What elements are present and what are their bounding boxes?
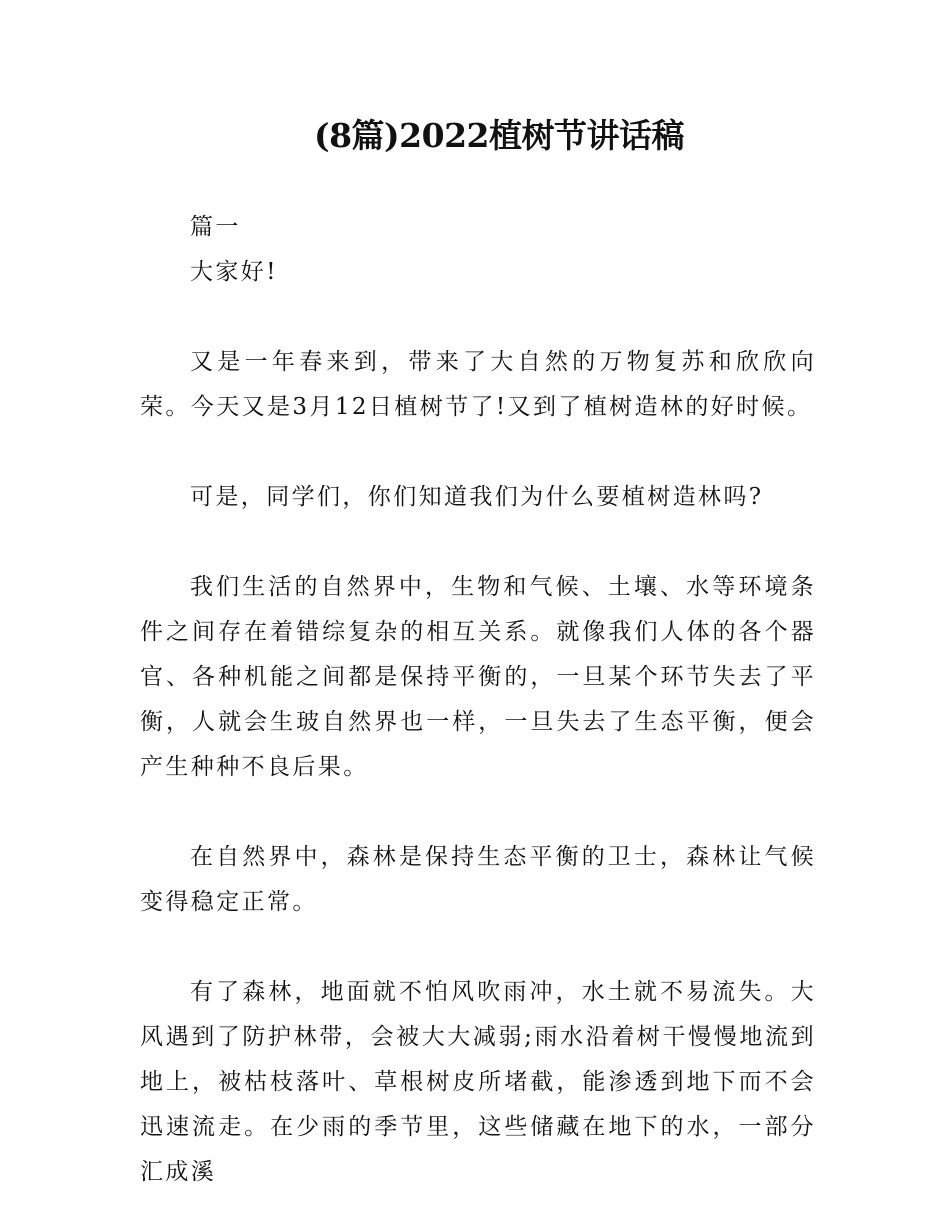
paragraph-gap <box>140 790 816 835</box>
paragraph-5: 有了森林，地面就不怕风吹雨冲，水土就不易流失。大风遇到了防护林带，会被大大减弱;雨水沿着树干慢慢地流到地上，被枯枝落叶、草根树皮所堵截，能渗透到地下而不会迅速流走。在少雨的季节里，这些储藏在地下的水，一部分汇成溪 <box>140 979 816 1185</box>
paragraph-1: 又是一年春来到，带来了大自然的万物复苏和欣欣向荣。今天又是3月12日植树节了!又到了植树造林的好时候。 <box>140 349 816 420</box>
document-body <box>140 205 816 1195</box>
document-title: (8篇)2022植树节讲话稿 <box>313 116 685 155</box>
paragraph-2: 可是，同学们，你们知道我们为什么要植树造林吗? <box>190 484 764 510</box>
paragraph-gap <box>140 925 816 970</box>
paragraph-gap <box>140 520 816 565</box>
paragraph-gap <box>140 430 816 475</box>
greeting: 大家好! <box>190 259 278 285</box>
paragraph-3: 我们生活的自然界中，生物和气候、土壤、水等环境条件之间存在着错综复杂的相互关系。就像我们人体的各个器官、各种机能之间都是保持平衡的，一旦某个环节失去了平衡，人就会生玻自然界也一样，一旦失去了生态平衡，便会产生种种不良后果。 <box>140 574 816 780</box>
section-label: 篇一 <box>190 214 241 240</box>
paragraph-gap <box>140 295 816 340</box>
paragraph-4: 在自然界中，森林是保持生态平衡的卫士，森林让气候变得稳定正常。 <box>140 844 816 915</box>
